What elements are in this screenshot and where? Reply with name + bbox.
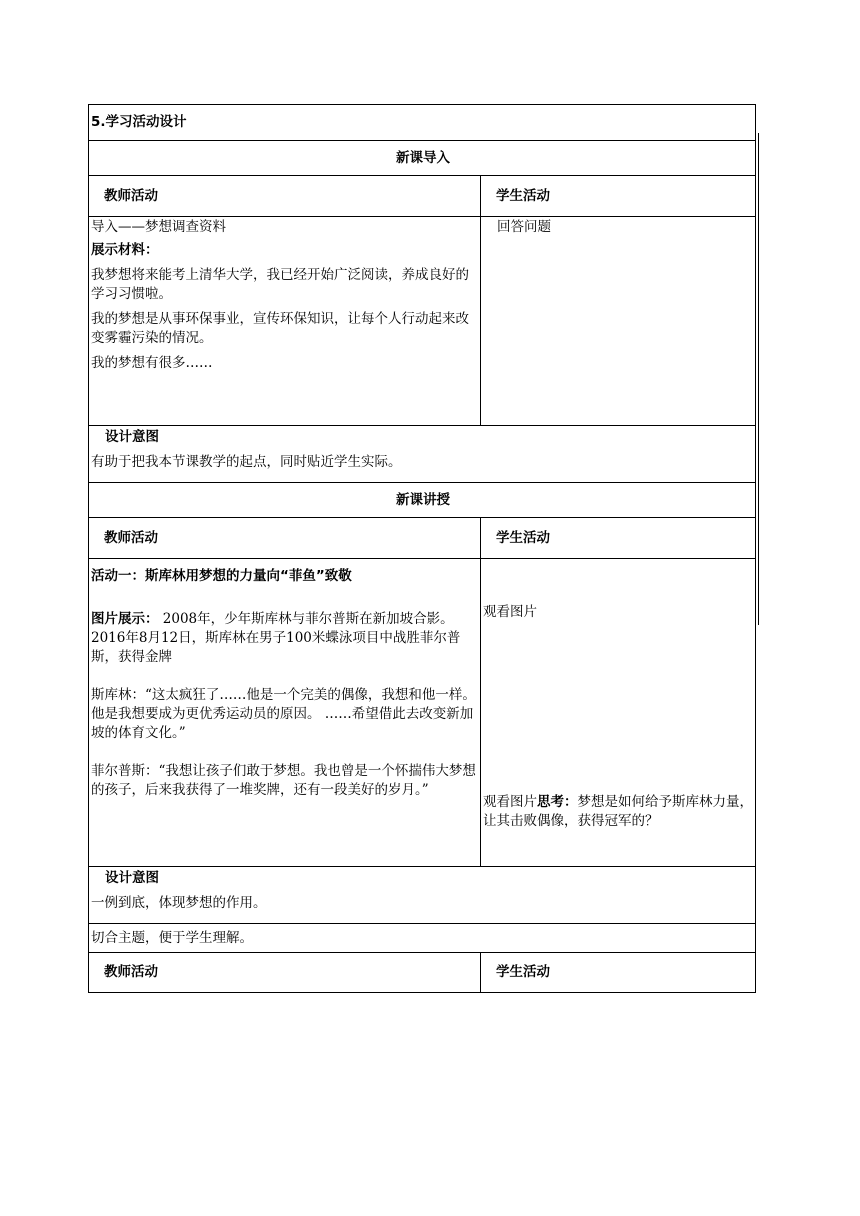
- lecture-header-cell: [89, 483, 756, 518]
- intro-design-text: 有助于把我本节课教学的起点，同时贴近学生实际。: [91, 454, 402, 470]
- intro-design-cell: [89, 426, 756, 483]
- margin-rule: [758, 133, 759, 625]
- intro-header-cell: [89, 141, 756, 176]
- intro-teacher-label: 教师活动: [104, 187, 158, 204]
- intro-student-label: 学生活动: [496, 187, 550, 204]
- student-think-text: 梦想是如何给予斯库林力量，让其击败偶像，获得冠军的？: [483, 794, 753, 829]
- lecture-design-text2-cell: [89, 924, 756, 953]
- student-think-paragraph: [483, 793, 755, 831]
- lecture-student-label: 学生活动: [496, 529, 550, 546]
- quote-schooling: 斯库林：“这太疯狂了……他是一个完美的偶像，我想和他一样。他是我想要成为更优秀运动员的原因。 ……希望借此去改变新加坡的体育文化。”: [91, 687, 476, 741]
- intro-design-label: 设计意图: [105, 429, 159, 445]
- intro-header: 新课导入: [396, 149, 450, 166]
- lecture-student-label-cell: [481, 518, 756, 559]
- materials-label: 展示材料：: [91, 242, 159, 258]
- lecture-teacher-label: 教师活动: [104, 529, 158, 546]
- activity-title: 活动一：斯库林用梦想的力量向“菲鱼”致敬: [91, 568, 352, 584]
- quote-phelps: 菲尔普斯：“我想让孩子们敢于梦想。我也曾是一个怀揣伟大梦想的孩子，后来我获得了一堆奖牌，还有一段美好的岁月。”: [91, 763, 476, 798]
- student-think-prefix: 观看图片: [483, 794, 537, 810]
- lecture-teacher-label2-cell: [89, 953, 481, 993]
- intro-teacher-content: [89, 217, 481, 426]
- student-think-label: 思考：: [537, 794, 578, 810]
- intro-student-label-cell: [481, 176, 756, 217]
- picture-show-label: 图片展示：: [91, 611, 159, 627]
- lecture-design-label: 设计意图: [105, 870, 159, 886]
- lecture-teacher-content: [89, 559, 481, 867]
- lecture-teacher-label2: 教师活动: [104, 964, 158, 980]
- lecture-student-label2: 学生活动: [496, 964, 550, 980]
- student-view-pictures: 观看图片: [483, 604, 537, 620]
- picture-show-paragraph: [91, 610, 480, 667]
- lecture-header: 新课讲授: [396, 491, 450, 508]
- intro-para2: 我的梦想是从事环保事业，宣传环保知识，让每个人行动起来改变雾霾污染的情况。: [91, 311, 469, 346]
- intro-line1: 导入——梦想调查资料: [91, 219, 226, 235]
- intro-para3: 我的梦想有很多……: [91, 355, 213, 371]
- lecture-design-text2: 切合主题，便于学生理解。: [91, 929, 253, 946]
- lecture-teacher-label-cell: [89, 518, 481, 559]
- lecture-design-text1: 一例到底，体现梦想的作用。: [91, 895, 267, 911]
- lecture-student-label2-cell: [481, 953, 756, 993]
- lecture-design-cell: [89, 867, 756, 924]
- intro-para1: 我梦想将来能考上清华大学，我已经开始广泛阅读，养成良好的学习习惯啦。: [91, 267, 469, 302]
- activity-design-table: [88, 104, 756, 993]
- section-title: 5.学习活动设计: [91, 114, 187, 130]
- picture-show-text: 2008年，少年斯库林与菲尔普斯在新加坡合影。2016年8月12日，斯库林在男子100米蝶泳项目中战胜菲尔普斯，获得金牌: [91, 611, 461, 665]
- intro-student-content: [481, 217, 756, 426]
- intro-student-answer: 回答问题: [497, 219, 551, 235]
- lecture-student-content: [481, 559, 756, 867]
- section-title-cell: [89, 105, 756, 141]
- intro-teacher-label-cell: [89, 176, 481, 217]
